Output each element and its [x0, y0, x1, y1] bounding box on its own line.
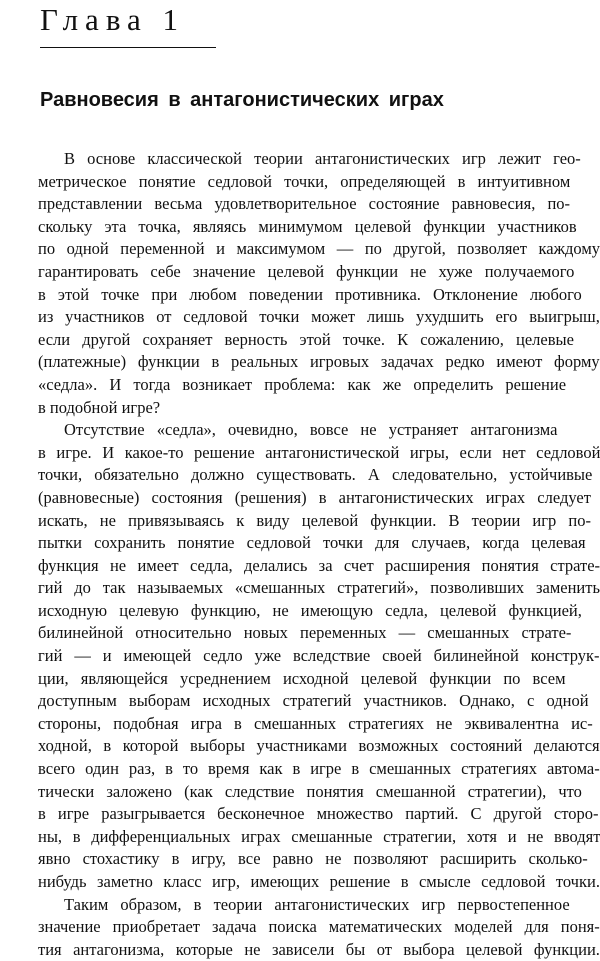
text-line: тически заложено (как следствие понятия смешанной стратегии), что [38, 781, 582, 801]
text-line: пытки сохранить понятие седловой точки для случаев, когда целевая [38, 533, 586, 553]
text-line: явно стохастику в игру, все равно не позволяют расширить сколько- [38, 849, 588, 869]
text-line: В основе классической теории антагонистических игр лежит гео- [64, 149, 581, 168]
text-line: точки, обязательно должно существовать. А следовательно, устойчивые [38, 465, 593, 485]
text-line: исходную целевую функцию, не имеющую седла, целевой функцией, [38, 600, 582, 620]
text-line: значение приобретает задача поиска математических моделей для поня- [38, 917, 600, 937]
text-line: функция не имеет седла, делались за счет расширения понятия страте- [38, 555, 600, 575]
text-line: Отсутствие «седла», очевидно, вовсе не устраняет антагонизма [64, 420, 558, 440]
chapter-heading: Глава 1 [40, 2, 186, 37]
text-line: искать, не привязываясь к виду целевой функции. В теории игр по- [38, 510, 591, 530]
paragraph [38, 148, 600, 419]
paragraph [38, 894, 600, 961]
text-line: в игре разыгрывается бесконечное множество партий. С другой сторо- [38, 804, 599, 824]
text-line: (платежные) функции в реальных игровых задачах редко имеют форму [38, 352, 600, 372]
section-title: Равновесия в антагонистических играх [40, 89, 444, 111]
text-line: всего один раз, в то время как в игре в смешанных стратегиях автома- [38, 759, 600, 779]
text-line: ны, в дифференциальных играх смешанные стратегии, хотя и не вводят [38, 826, 600, 846]
paragraph [38, 419, 600, 893]
text-line: из участников от седловой точки может лишь ухудшить его выигрыш, [38, 307, 600, 327]
text-line: метрическое понятие седловой точки, определяющей в интуитивном [38, 171, 571, 191]
text-line: гарантировать себе значение целевой функции не хуже получаемого [38, 261, 575, 281]
text-line: нибудь заметно класс игр, имеющих решение в смысле седловой точки. [38, 872, 600, 891]
text-line: Таким образом, в теории антагонистических игр первостепенное [64, 894, 570, 914]
text-line: тия антагонизма, которые не зависели бы от выбора целевой функции. [38, 939, 600, 959]
text-line: скольку эта точка, являясь минимумом целевой функции участников [38, 216, 577, 236]
body-text [38, 148, 600, 961]
text-line: в игре. И какое-то решение антагонистической игры, если нет седловой [38, 442, 600, 462]
text-line: гий — и имеющей седло уже вследствие своей билинейной конструк- [38, 646, 600, 666]
text-line: ции, являющейся усреднением исходной целевой функции по всем [38, 668, 566, 688]
text-line: по одной переменной и максимумом — по другой, позволяет каждому [38, 239, 600, 259]
text-line: доступным выборам исходных стратегий участников. Однако, с одной [38, 691, 589, 711]
text-line: билинейной относительно новых переменных — смешанных страте- [38, 623, 572, 643]
text-line: если другой сохраняет верность этой точке. К сожалению, целевые [38, 329, 574, 349]
text-line: представлении весьма удовлетворительное состояние равновесия, по- [38, 194, 571, 214]
text-line: в подобной игре? [38, 397, 161, 417]
text-line: (равновесные) состояния (решения) в антагонистических играх следует [38, 487, 591, 507]
text-line: «седла». И тогда возникает проблема: как же определить решение [38, 374, 567, 394]
text-line: в этой точке при любом поведении противника. Отклонение любого [38, 284, 582, 304]
chapter-underline [40, 47, 216, 48]
text-line: стороны, подобная игра в смешанных стратегиях не эквивалентна ис- [38, 713, 593, 733]
text-line: ходной, в которой выборы участниками возможных состояний делаются [38, 736, 600, 756]
text-line: гий до так называемых «смешанных стратегий», позволивших заменить [38, 578, 600, 598]
